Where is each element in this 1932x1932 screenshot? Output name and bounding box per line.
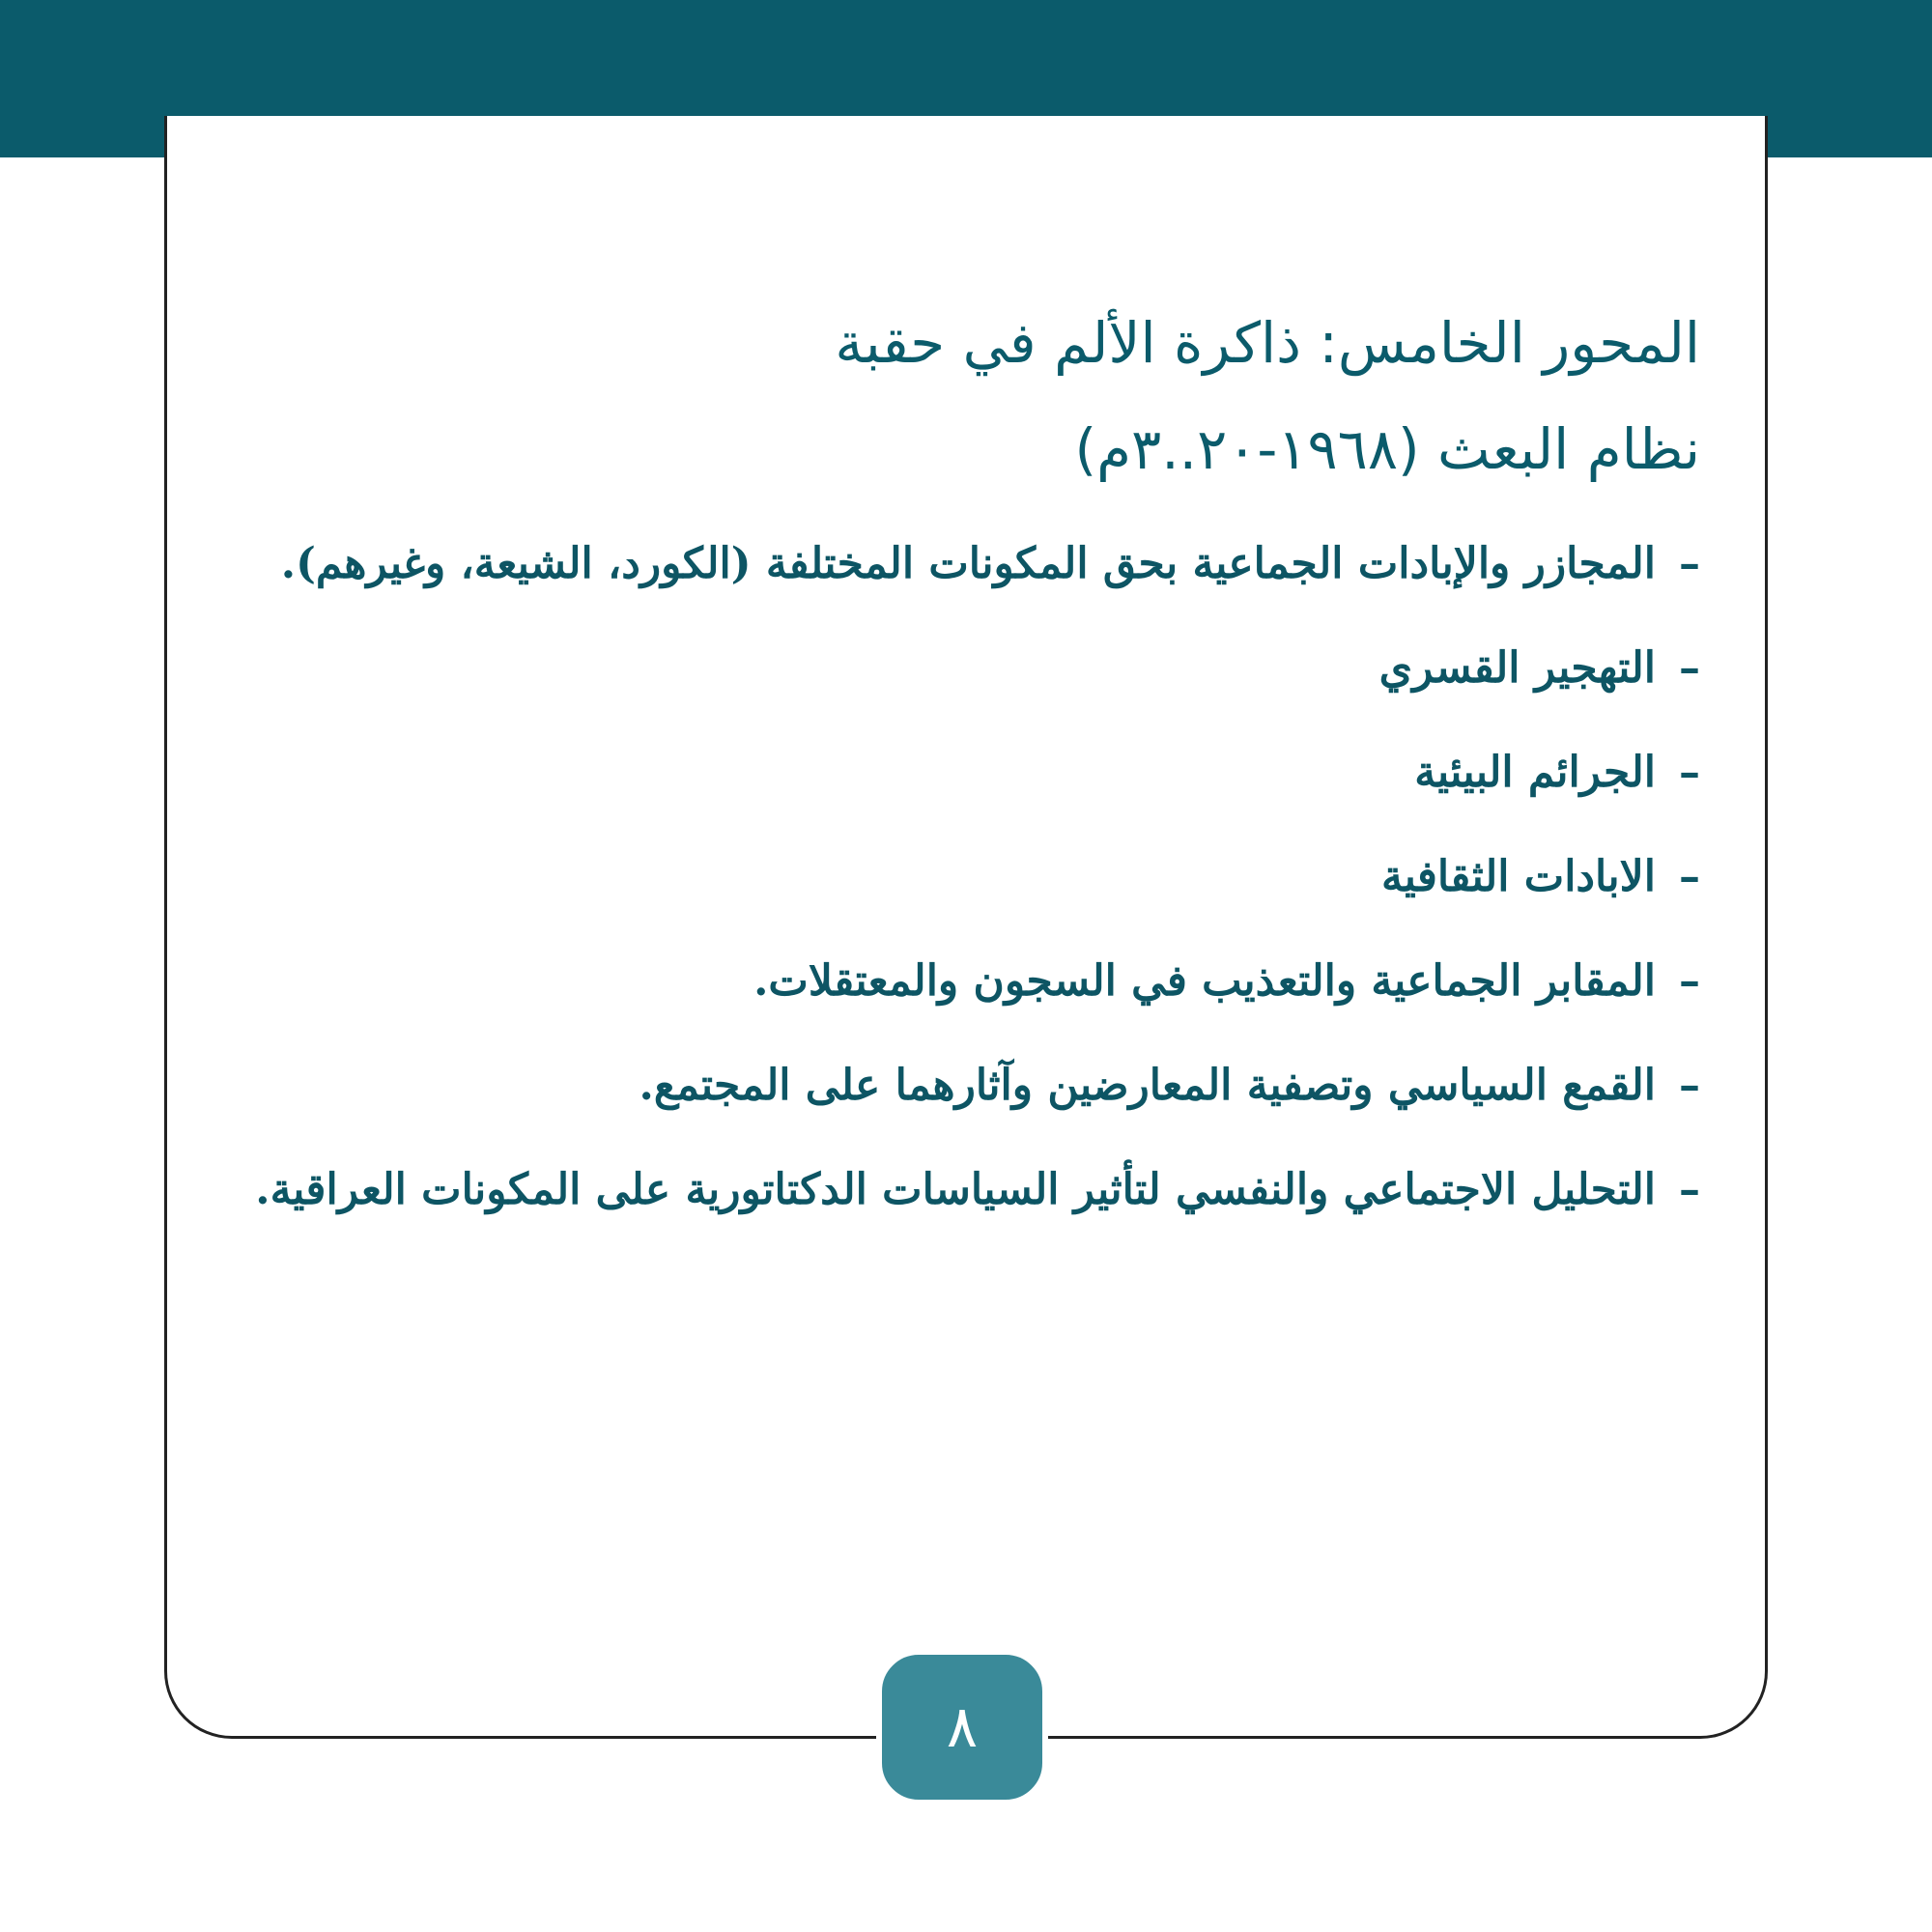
dash-marker: – bbox=[1679, 1061, 1700, 1110]
list-item-text: الابادات الثقافية bbox=[1380, 852, 1656, 901]
section-title bbox=[217, 290, 1700, 502]
dash-marker: – bbox=[1679, 539, 1700, 588]
list-item-text: التحليل الاجتماعي والنفسي لتأثير السياسات الدكتاتورية على المكونات العراقية. bbox=[255, 1165, 1656, 1214]
list-item bbox=[217, 825, 1700, 929]
section-title-line-2: نظام البعث (١٩٦٨-٢٠..٣م) bbox=[1074, 416, 1700, 482]
list-item bbox=[217, 616, 1700, 721]
list-item-text: الجرائم البيئية bbox=[1414, 748, 1656, 797]
list-item bbox=[217, 1034, 1700, 1138]
dash-marker: – bbox=[1679, 852, 1700, 901]
list-item-text: القمع السياسي وتصفية المعارضين وآثارهما على المجتمع. bbox=[639, 1061, 1656, 1110]
list-item bbox=[217, 721, 1700, 825]
page-number: ٨ bbox=[946, 1693, 979, 1761]
section-title-line-1: المحور الخامس: ذاكرة الألم في حقبة bbox=[835, 310, 1700, 376]
dash-marker: – bbox=[1679, 1165, 1700, 1214]
section-content bbox=[217, 290, 1700, 1242]
list-item-text: التهجير القسري bbox=[1378, 643, 1656, 693]
list-item bbox=[217, 512, 1700, 616]
topic-list bbox=[217, 512, 1700, 1242]
dash-marker: – bbox=[1679, 748, 1700, 797]
list-item-text: المقابر الجماعية والتعذيب في السجون والمعتقلات. bbox=[753, 956, 1656, 1006]
page-number-badge bbox=[876, 1649, 1048, 1805]
dash-marker: – bbox=[1679, 643, 1700, 693]
list-item bbox=[217, 929, 1700, 1034]
list-item bbox=[217, 1138, 1700, 1242]
dash-marker: – bbox=[1679, 956, 1700, 1006]
list-item-text: المجازر والإبادات الجماعية بحق المكونات المختلفة (الكورد، الشيعة، وغيرهم). bbox=[280, 539, 1656, 588]
